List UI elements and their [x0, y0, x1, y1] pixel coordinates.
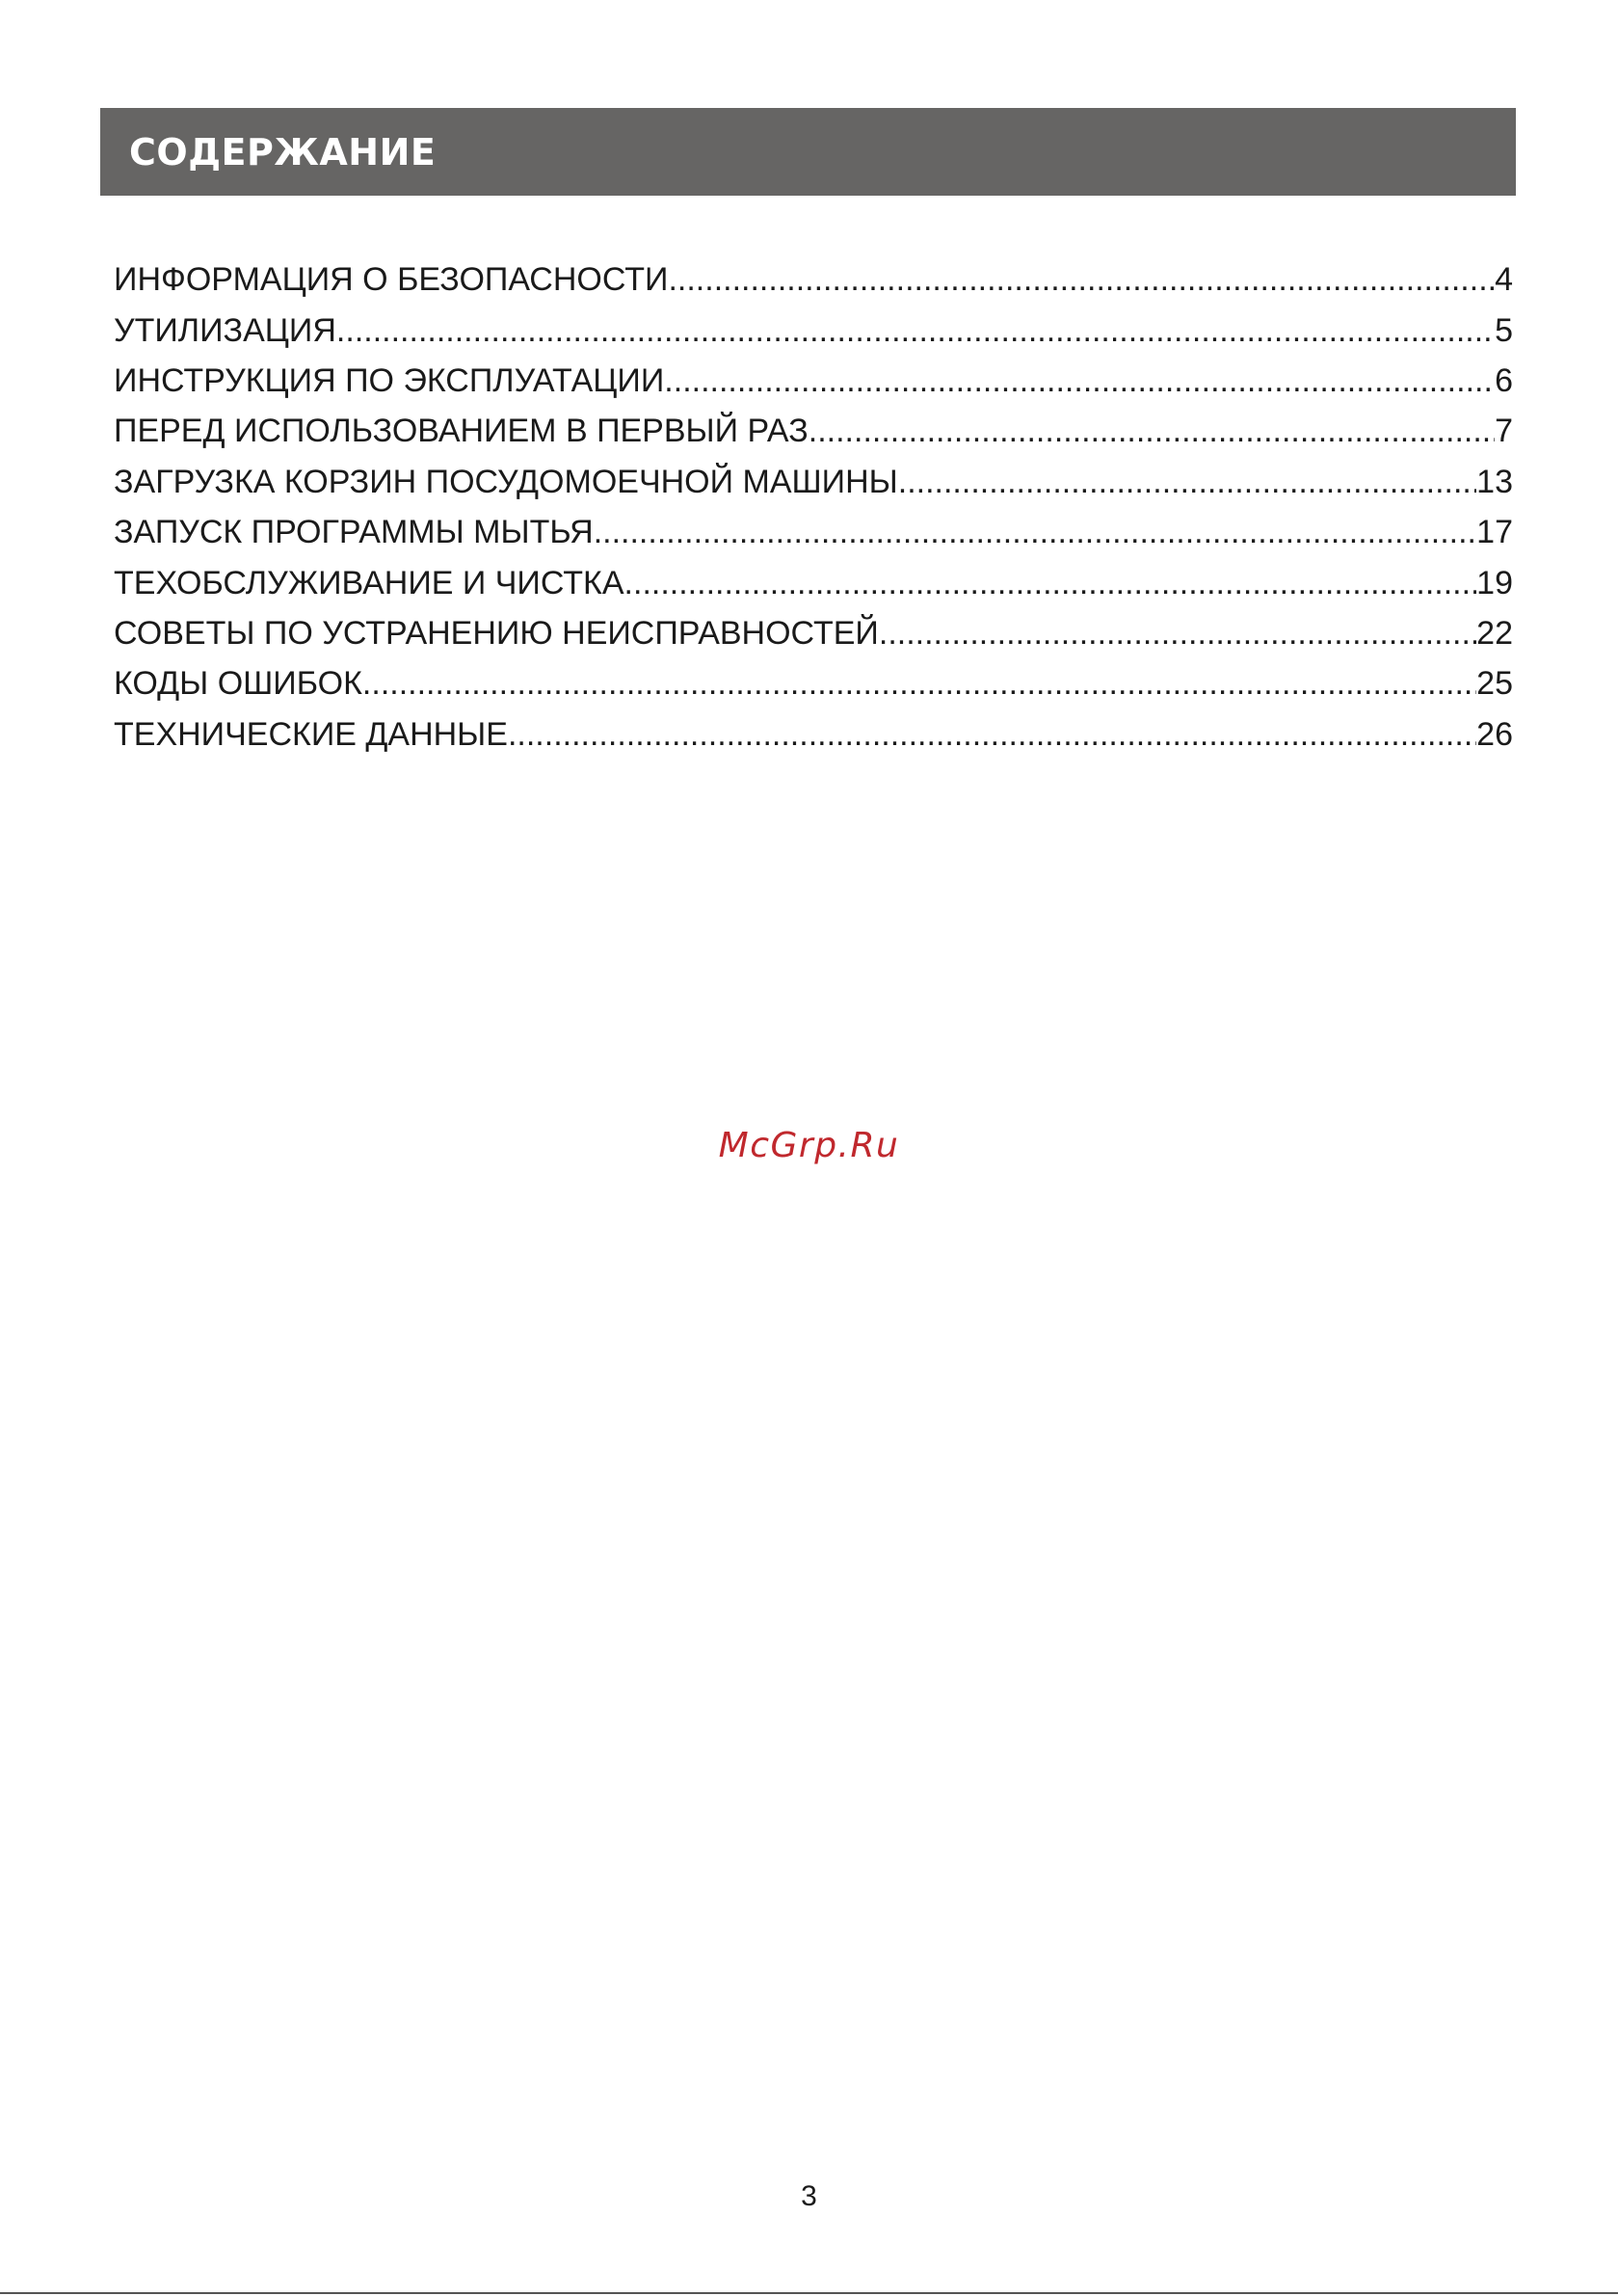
toc-entry-starting-program[interactable] — [114, 507, 1513, 557]
toc-entry-operating-instructions[interactable] — [114, 356, 1513, 406]
toc-entry-page: 13 — [1476, 463, 1513, 500]
toc-entry-troubleshooting[interactable] — [114, 608, 1513, 658]
toc-entry-safety[interactable] — [114, 254, 1513, 305]
toc-leader-dots — [336, 314, 1495, 347]
toc-entry-page: 7 — [1495, 413, 1513, 450]
toc-leader-dots — [362, 667, 1476, 700]
toc-entry-page: 25 — [1476, 665, 1513, 703]
toc-entry-page: 5 — [1495, 311, 1513, 349]
toc-entry-title: ЗАГРУЗКА КОРЗИН ПОСУДОМОЕЧНОЙ МАШИНЫ — [114, 463, 898, 500]
toc-entry-page: 6 — [1495, 361, 1513, 399]
toc-entry-error-codes[interactable] — [114, 658, 1513, 708]
toc-entry-title: ИНСТРУКЦИЯ ПО ЭКСПЛУАТАЦИИ — [114, 361, 665, 399]
section-header-bar — [100, 108, 1516, 196]
toc-leader-dots — [668, 263, 1495, 296]
toc-entry-title: ИНФОРМАЦИЯ О БЕЗОПАСНОСТИ — [114, 261, 669, 299]
bottom-divider — [0, 2292, 1618, 2294]
toc-entry-title: ТЕХНИЧЕСКИЕ ДАННЫЕ — [114, 715, 508, 753]
watermark: McGrp.Ru — [718, 1126, 900, 1165]
table-of-contents — [114, 254, 1513, 760]
page-number: 3 — [801, 2180, 817, 2212]
toc-entry-maintenance[interactable] — [114, 557, 1513, 607]
toc-leader-dots — [508, 718, 1476, 751]
toc-leader-dots — [594, 516, 1476, 548]
toc-entry-title: ЗАПУСК ПРОГРАММЫ МЫТЬЯ — [114, 514, 594, 551]
toc-entry-title: СОВЕТЫ ПО УСТРАНЕНИЮ НЕИСПРАВНОСТЕЙ — [114, 614, 879, 652]
toc-entry-title: КОДЫ ОШИБОК — [114, 665, 362, 703]
toc-leader-dots — [624, 567, 1477, 600]
toc-entry-title: ПЕРЕД ИСПОЛЬЗОВАНИЕМ В ПЕРВЫЙ РАЗ — [114, 413, 809, 450]
toc-entry-disposal[interactable] — [114, 305, 1513, 355]
toc-entry-before-first-use[interactable] — [114, 406, 1513, 456]
toc-entry-page: 19 — [1476, 564, 1513, 601]
toc-entry-title: УТИЛИЗАЦИЯ — [114, 311, 336, 349]
toc-leader-dots — [664, 364, 1495, 397]
toc-entry-page: 17 — [1476, 514, 1513, 551]
toc-leader-dots — [809, 414, 1495, 447]
toc-leader-dots — [898, 466, 1476, 498]
toc-entry-technical-data[interactable] — [114, 709, 1513, 760]
toc-entry-page: 26 — [1476, 715, 1513, 753]
toc-entry-loading-baskets[interactable] — [114, 457, 1513, 507]
toc-entry-title: ТЕХОБСЛУЖИВАНИЕ И ЧИСТКА — [114, 564, 624, 601]
toc-entry-page: 4 — [1495, 261, 1513, 299]
page-title: СОДЕРЖАНИЕ — [129, 130, 437, 174]
toc-entry-page: 22 — [1476, 614, 1513, 652]
toc-leader-dots — [879, 617, 1476, 650]
